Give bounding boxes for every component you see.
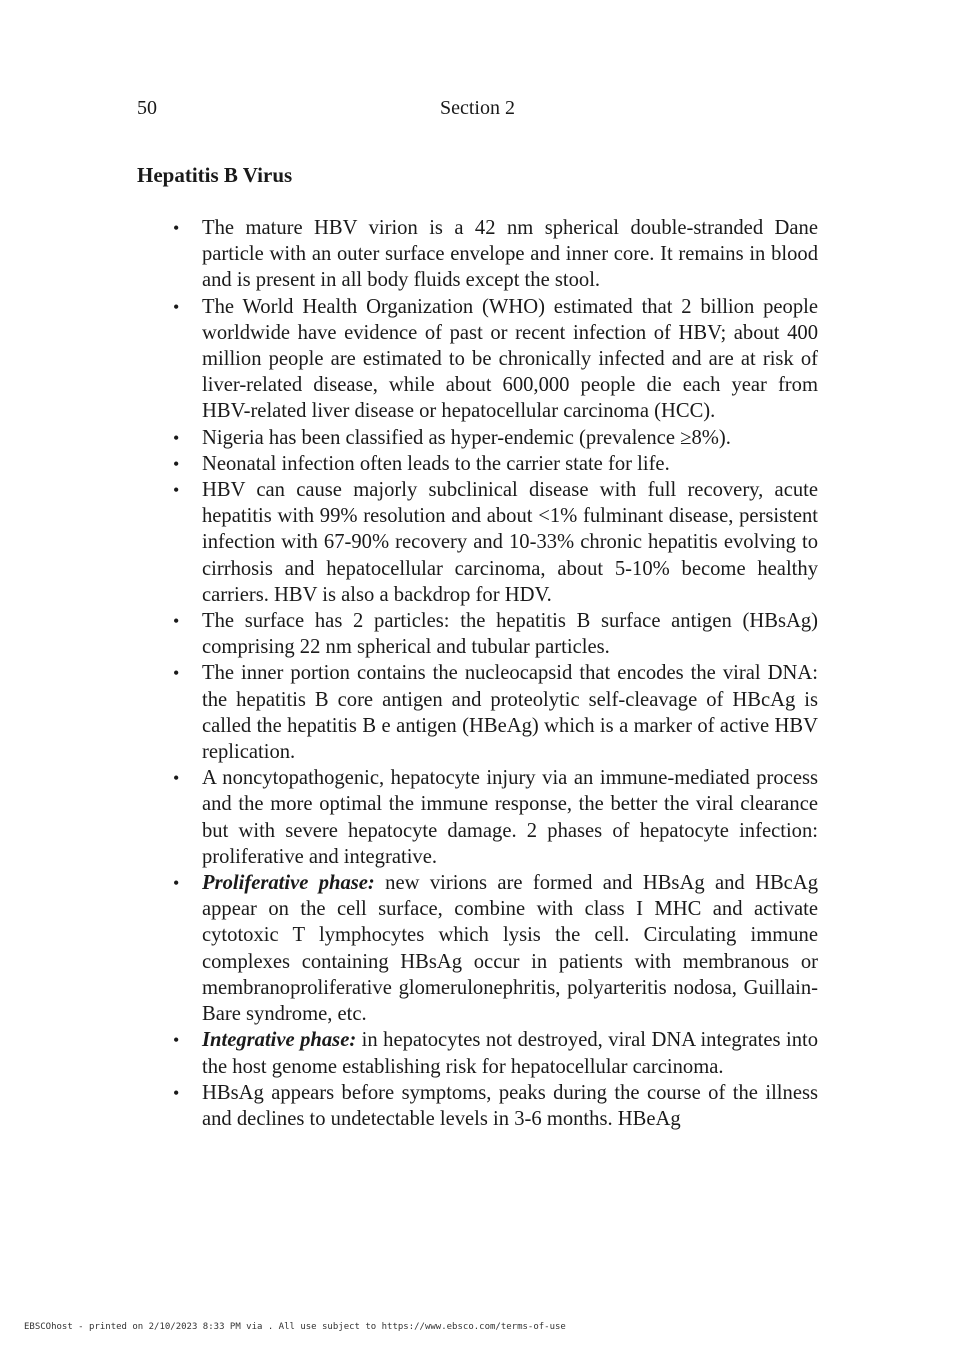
bullet-item [173, 870, 818, 1027]
bullet-lead: Proliferative phase: [202, 872, 375, 895]
bullet-lead: Integrative phase: [202, 1029, 357, 1052]
bullet-item [173, 1027, 819, 1079]
bullet-item [173, 425, 818, 451]
bullet-dot-icon: • [173, 873, 180, 894]
bullet-item [173, 1080, 818, 1132]
bullet-item [173, 294, 818, 425]
bullet-text: The inner portion contains the nucleocapsid that encodes the viral DNA: the hepatitis B core antigen and proteolytic self-cleavage of HBcAg is called the hepatitis B e antigen (HBeAg) which is a marker of active HBV replication. [202, 662, 818, 764]
bullet-list [173, 215, 819, 1132]
bullet-dot-icon: • [173, 218, 180, 238]
bullet-item [173, 608, 818, 660]
bullet-item [173, 477, 818, 608]
bullet-dot-icon: • [173, 427, 180, 448]
section-heading: Hepatitis B Virus [137, 163, 293, 187]
bullet-text: in hepatocytes not destroyed, viral DNA integrates into the host genome establishing risk for hepatocellular carcinoma. [202, 1029, 819, 1078]
bullet-dot-icon: • [173, 1082, 180, 1103]
bullet-item [173, 660, 818, 765]
bullet-dot-icon: • [173, 453, 180, 474]
bullet-item [173, 215, 818, 294]
bullet-text: HBsAg appears before symptoms, peaks during the course of the illness and declines to undetectable levels in 3-6 months. HBeAg [202, 1081, 818, 1130]
bullet-item [173, 451, 818, 477]
bullet-text: The mature HBV virion is a 42 nm spherical double-stranded Dane particle with an outer surface envelope and inner core. It remains in blood and is present in all body fluids except the stool. [202, 217, 818, 292]
bullet-text: The World Health Organization (WHO) estimated that 2 billion people worldwide have evidence of past or recent infection of HBV; about 400 million people are estimated to be chronically infected and are at risk of liver-related disease, while about 600,000 people die each year from HBV-related liver disease or hepatocellular carcinoma (HCC). [202, 295, 818, 423]
bullet-dot-icon: • [173, 611, 180, 632]
bullet-item [173, 765, 818, 870]
bullet-text: new virions are formed and HBsAg and HBcAg appear on the cell surface, combine with class I MHC and activate cytotoxic T lymphocytes which lysis the cell. Circulating immune complexes containing HBsAg occur in patients with membranous or membranoproliferative glomerulonephritis, polyarteritis nodosa, Guillain-Bare syndrome, etc. [202, 872, 818, 1026]
bullet-text: A noncytopathogenic, hepatocyte injury via an immune-mediated process and the more optimal the immune response, the better the viral clearance but with severe hepatocyte damage. 2 phases of hepatocyte infection: proliferative and integrative. [202, 767, 818, 868]
bullet-dot-icon: • [173, 296, 180, 317]
bullet-text: Neonatal infection often leads to the carrier state for life. [202, 452, 670, 475]
print-footer: EBSCOhost - printed on 2/10/2023 8:33 PM via . All use subject to https://www.ebsco.com/terms-of-use [24, 1322, 566, 1332]
bullet-dot-icon: • [173, 1030, 180, 1051]
bullet-dot-icon: • [173, 480, 180, 501]
running-head: Section 2 [440, 97, 515, 119]
bullet-text: HBV can cause majorly subclinical disease with full recovery, acute hepatitis with 99% resolution and about <1% fulminant disease, persistent infection with 67-90% recovery and 10-33% chronic hepatitis evolving to cirrhosis and hepatocellular carcinoma, about 5-10% become healthy carriers. HBV is also a backdrop for HDV. [202, 479, 818, 606]
bullet-dot-icon: • [173, 663, 180, 684]
bullet-text: Nigeria has been classified as hyper-endemic (prevalence ≥8%). [202, 426, 731, 449]
page-number: 50 [137, 97, 157, 119]
bullet-text: The surface has 2 particles: the hepatitis B surface antigen (HBsAg) comprising 22 nm spherical and tubular particles. [202, 610, 818, 659]
bullet-dot-icon: • [173, 768, 180, 789]
